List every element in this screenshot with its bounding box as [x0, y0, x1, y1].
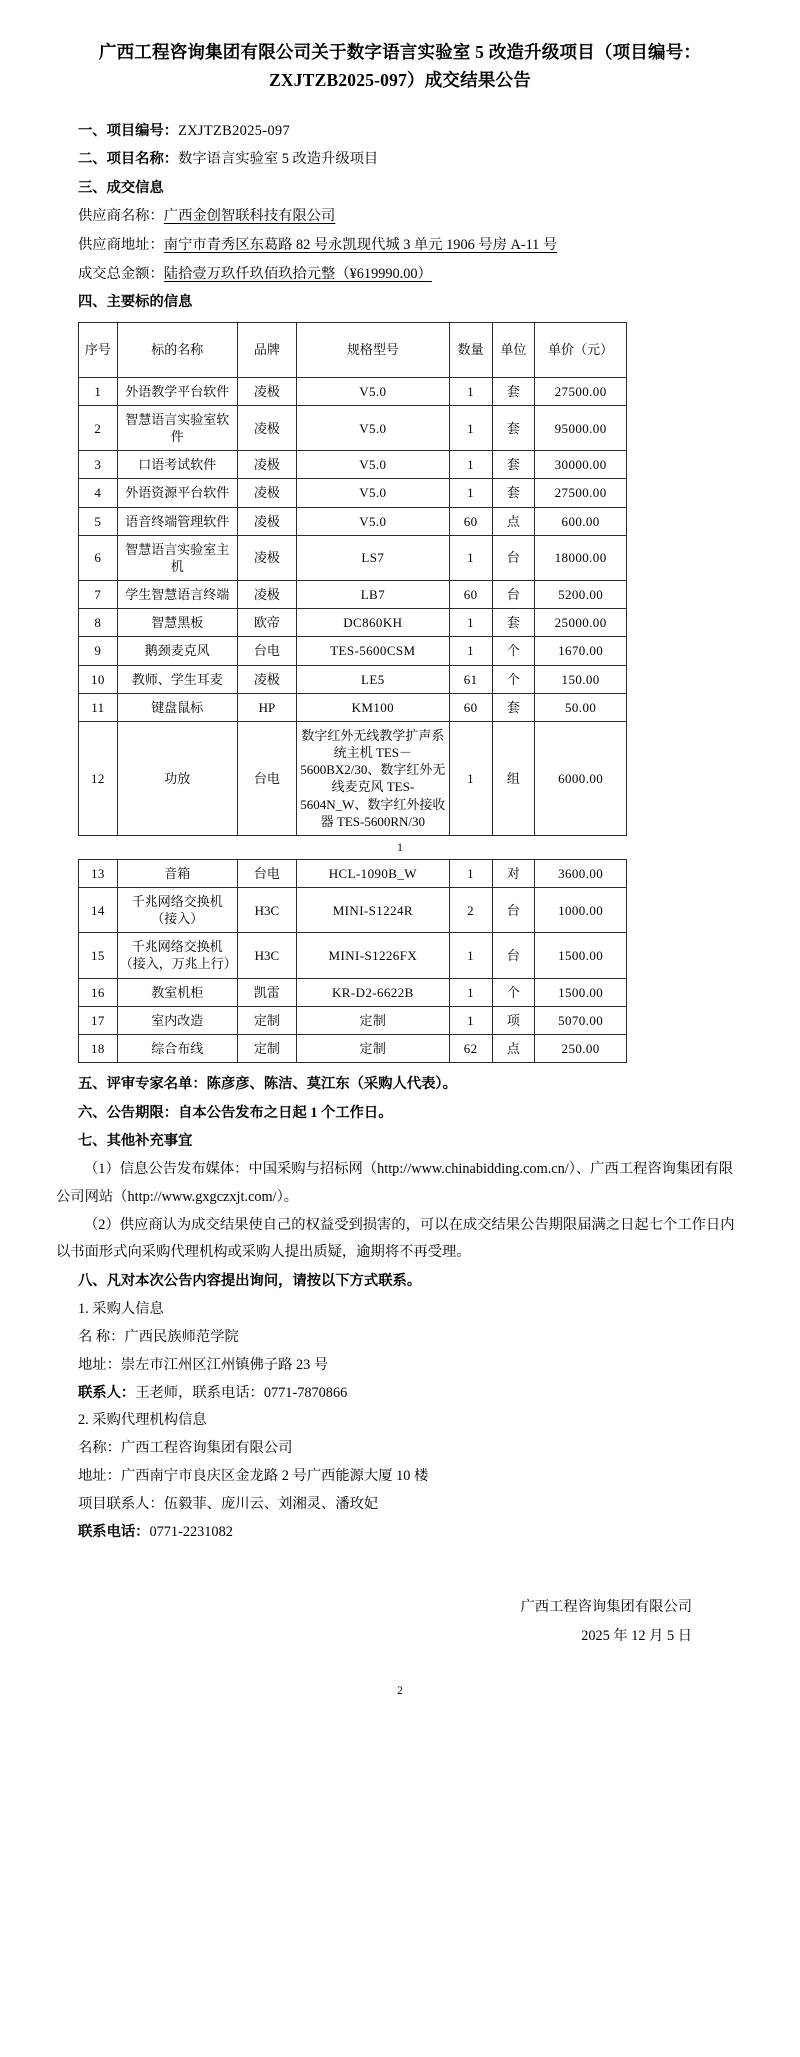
cell-qty: 61 [449, 665, 492, 693]
cell-index: 11 [79, 693, 118, 721]
table-row [79, 507, 627, 535]
cell-name: 学生智慧语言终端 [117, 581, 237, 609]
cell-spec: 定制 [296, 1034, 449, 1062]
total-amount-value: 陆拾壹万玖仟玖佰玖拾元整（¥619990.00） [163, 265, 432, 282]
cell-name: 综合布线 [117, 1034, 237, 1062]
cell-spec: MINI-S1224R [296, 887, 449, 932]
cell-unit: 套 [492, 406, 535, 451]
purchaser-name-label: 名 称： [78, 1328, 125, 1345]
cell-index: 16 [79, 978, 118, 1006]
cell-unit: 套 [492, 377, 535, 405]
mid-page-number: 1 [397, 841, 403, 854]
cell-unit: 套 [492, 479, 535, 507]
supplementary-heading: 七、其他补充事宜 [78, 1133, 193, 1150]
cell-unit: 台 [492, 933, 535, 978]
cell-brand: 定制 [237, 1006, 296, 1034]
cell-brand: 凌极 [237, 451, 296, 479]
cell-spec: KR-D2-6622B [296, 978, 449, 1006]
cell-brand: 台电 [237, 637, 296, 665]
cell-name: 键盘鼠标 [117, 693, 237, 721]
cell-brand: H3C [237, 887, 296, 932]
cell-name: 教师、学生耳麦 [117, 665, 237, 693]
cell-spec: LB7 [296, 581, 449, 609]
cell-price: 50.00 [535, 693, 627, 721]
total-amount-label: 成交总金额： [78, 265, 164, 282]
table-row [79, 609, 627, 637]
cell-name: 智慧语言实验室软件 [117, 406, 237, 451]
supplier-name-line [56, 202, 744, 231]
cell-unit: 点 [492, 1034, 535, 1062]
cell-price: 5200.00 [535, 581, 627, 609]
cell-spec: LS7 [296, 535, 449, 580]
items-table-body-part1 [79, 377, 627, 835]
cell-qty: 60 [449, 507, 492, 535]
cell-price: 250.00 [535, 1034, 627, 1062]
cell-price: 5070.00 [535, 1006, 627, 1034]
cell-index: 5 [79, 507, 118, 535]
table-row [79, 451, 627, 479]
cell-price: 1500.00 [535, 978, 627, 1006]
cell-index: 14 [79, 887, 118, 932]
cell-spec: V5.0 [296, 377, 449, 405]
header-index: 序号 [79, 322, 118, 377]
agency-name-line [56, 1435, 744, 1463]
cell-price: 25000.00 [535, 609, 627, 637]
cell-unit: 套 [492, 451, 535, 479]
cell-unit: 套 [492, 609, 535, 637]
cell-price: 30000.00 [535, 451, 627, 479]
cell-name: 口语考试软件 [117, 451, 237, 479]
cell-name: 室内改造 [117, 1006, 237, 1034]
agency-phone-line [56, 1519, 744, 1547]
agency-phone-label: 联系电话： [78, 1523, 150, 1540]
cell-index: 8 [79, 609, 118, 637]
cell-index: 10 [79, 665, 118, 693]
supplier-name-label: 供应商名称： [78, 208, 164, 225]
project-number-line [56, 117, 744, 146]
cell-index: 7 [79, 581, 118, 609]
table-row [79, 887, 627, 932]
award-info-heading: 三、成交信息 [78, 179, 164, 196]
cell-name: 外语资源平台软件 [117, 479, 237, 507]
cell-price: 1670.00 [535, 637, 627, 665]
page-title: 广西工程咨询集团有限公司关于数字语言实验室 5 改造升级项目（项目编号：ZXJTZB2025-097）成交结果公告 [98, 42, 702, 91]
cell-index: 2 [79, 406, 118, 451]
cell-name: 鹅颈麦克风 [117, 637, 237, 665]
cell-qty: 1 [449, 535, 492, 580]
cell-index: 17 [79, 1006, 118, 1034]
cell-price: 1000.00 [535, 887, 627, 932]
agency-address-line [56, 1463, 744, 1491]
signature-block [56, 1593, 744, 1652]
cell-unit: 台 [492, 581, 535, 609]
footer-page-number: 2 [397, 1685, 403, 1698]
cell-index: 6 [79, 535, 118, 580]
supplier-address-line [56, 231, 744, 260]
table-row [79, 978, 627, 1006]
table-row [79, 406, 627, 451]
cell-brand: 定制 [237, 1034, 296, 1062]
cell-qty: 1 [449, 978, 492, 1006]
cell-brand: 凌极 [237, 377, 296, 405]
supplier-address-value: 南宁市青秀区东葛路 82 号永凯现代城 3 单元 1906 号房 A-11 号 [163, 237, 558, 254]
cell-spec: KM100 [296, 693, 449, 721]
cell-index: 9 [79, 637, 118, 665]
table-row [79, 535, 627, 580]
cell-index: 1 [79, 377, 118, 405]
cell-unit: 个 [492, 978, 535, 1006]
header-brand: 品牌 [237, 322, 296, 377]
items-table-body-part2 [79, 859, 627, 1062]
signature-date: 2025 年 12 月 5 日 [581, 1628, 692, 1645]
cell-qty: 1 [449, 609, 492, 637]
header-qty: 数量 [449, 322, 492, 377]
table-row [79, 665, 627, 693]
cell-qty: 1 [449, 479, 492, 507]
cell-qty: 1 [449, 721, 492, 835]
project-info-block [56, 117, 744, 317]
cell-qty: 1 [449, 637, 492, 665]
cell-brand: 欧帝 [237, 609, 296, 637]
header-spec: 规格型号 [296, 322, 449, 377]
header-unit: 单位 [492, 322, 535, 377]
cell-brand: 凌极 [237, 507, 296, 535]
cell-index: 12 [79, 721, 118, 835]
cell-qty: 60 [449, 581, 492, 609]
cell-unit: 项 [492, 1006, 535, 1034]
cell-qty: 1 [449, 377, 492, 405]
cell-brand: 凌极 [237, 406, 296, 451]
agency-heading: 2. 采购代理机构信息 [78, 1412, 207, 1429]
agency-address-label: 地址： [78, 1468, 121, 1485]
cell-price: 27500.00 [535, 479, 627, 507]
cell-brand: 凌极 [237, 479, 296, 507]
cell-unit: 组 [492, 721, 535, 835]
items-heading: 四、主要标的信息 [78, 294, 193, 311]
project-name-line [56, 145, 744, 174]
cell-qty: 1 [449, 1006, 492, 1034]
cell-qty: 1 [449, 859, 492, 887]
table-row [79, 377, 627, 405]
page-content [56, 38, 744, 1697]
table-row [79, 1034, 627, 1062]
table-row [79, 859, 627, 887]
cell-brand: 台电 [237, 721, 296, 835]
agency-name-label: 名称： [78, 1440, 121, 1457]
notice-period-line: 六、公告期限：自本公告发布之日起 1 个工作日。 [78, 1104, 393, 1121]
cell-name: 功放 [117, 721, 237, 835]
purchaser-address-value: 崇左市江州区江州镇佛子路 23 号 [120, 1356, 329, 1373]
cell-unit: 套 [492, 693, 535, 721]
purchaser-contact-line [56, 1380, 744, 1408]
cell-brand: 凌极 [237, 535, 296, 580]
cell-unit: 个 [492, 637, 535, 665]
cell-spec: HCL-1090B_W [296, 859, 449, 887]
project-number-value: ZXJTZB2025-097 [178, 122, 291, 139]
cell-qty: 60 [449, 693, 492, 721]
cell-index: 18 [79, 1034, 118, 1062]
cell-spec: MINI-S1226FX [296, 933, 449, 978]
cell-qty: 62 [449, 1034, 492, 1062]
table-row [79, 1006, 627, 1034]
cell-unit: 点 [492, 507, 535, 535]
cell-unit: 个 [492, 665, 535, 693]
cell-index: 15 [79, 933, 118, 978]
cell-qty: 1 [449, 933, 492, 978]
agency-contact-line [56, 1491, 744, 1519]
supplier-address-label: 供应商地址： [78, 237, 164, 254]
cell-brand: 凯雷 [237, 978, 296, 1006]
purchaser-address-line [56, 1352, 744, 1380]
cell-unit: 对 [492, 859, 535, 887]
cell-spec: V5.0 [296, 451, 449, 479]
items-table-part1 [78, 322, 627, 836]
table-row [79, 581, 627, 609]
cell-name: 智慧语言实验室主机 [117, 535, 237, 580]
cell-spec: DC860KH [296, 609, 449, 637]
items-table-part2 [78, 859, 627, 1063]
project-name-label: 二、项目名称： [78, 151, 179, 168]
header-price: 单价（元） [535, 322, 627, 377]
cell-spec: V5.0 [296, 507, 449, 535]
signature-company: 广西工程咨询集团有限公司 [520, 1598, 692, 1615]
inquiry-heading: 八、凡对本次公告内容提出询问，请按以下方式联系。 [78, 1273, 422, 1290]
cell-name: 智慧黑板 [117, 609, 237, 637]
cell-unit: 台 [492, 887, 535, 932]
purchaser-heading: 1. 采购人信息 [78, 1300, 164, 1317]
cell-price: 6000.00 [535, 721, 627, 835]
cell-qty: 1 [449, 451, 492, 479]
table-row [79, 693, 627, 721]
cell-price: 18000.00 [535, 535, 627, 580]
cell-brand: H3C [237, 933, 296, 978]
cell-price: 150.00 [535, 665, 627, 693]
cell-name: 千兆网络交换机（接入） [117, 887, 237, 932]
cell-price: 3600.00 [535, 859, 627, 887]
cell-brand: HP [237, 693, 296, 721]
table-row [79, 479, 627, 507]
cell-name: 语音终端管理软件 [117, 507, 237, 535]
cell-spec: TES-5600CSM [296, 637, 449, 665]
agency-contact-value: 伍毅菲、庞川云、刘湘灵、潘玫妃 [163, 1496, 379, 1513]
project-name-value: 数字语言实验室 5 改造升级项目 [178, 151, 379, 168]
cell-name: 千兆网络交换机（接入，万兆上行） [117, 933, 237, 978]
supplementary-item-1: （1）信息公告发布媒体：中国采购与招标网（http://www.chinabidding.com.cn/）、广西工程咨询集团有限公司网站（http://www.gxgczxjt.com/）。 [56, 1160, 734, 1205]
cell-brand: 台电 [237, 859, 296, 887]
purchaser-contact-value: 王老师，联系电话：0771-7870866 [135, 1384, 348, 1401]
cell-qty: 1 [449, 406, 492, 451]
cell-price: 600.00 [535, 507, 627, 535]
cell-brand: 凌极 [237, 665, 296, 693]
cell-brand: 凌极 [237, 581, 296, 609]
cell-spec: 定制 [296, 1006, 449, 1034]
cell-spec: 数字红外无线教学扩声系统主机 TES－5600BX2/30、数字红外无线麦克风 TES-5604N_W、数字红外接收器 TES-5600RN/30 [296, 721, 449, 835]
header-name: 标的名称 [117, 322, 237, 377]
purchaser-contact-label: 联系人： [78, 1384, 136, 1401]
cell-index: 3 [79, 451, 118, 479]
purchaser-name-line [56, 1324, 744, 1352]
cell-name: 音箱 [117, 859, 237, 887]
cell-name: 外语教学平台软件 [117, 377, 237, 405]
cell-price: 27500.00 [535, 377, 627, 405]
table-row [79, 637, 627, 665]
purchaser-name-value: 广西民族师范学院 [124, 1328, 239, 1345]
experts-line: 五、评审专家名单：陈彦彦、陈洁、莫江东（采购人代表）。 [78, 1076, 457, 1093]
total-amount-line [56, 260, 744, 289]
purchaser-address-label: 地址： [78, 1356, 121, 1373]
cell-spec: V5.0 [296, 406, 449, 451]
supplementary-item-2: （2）供应商认为成交结果使自己的权益受到损害的，可以在成交结果公告期限届满之日起七个工作日内以书面形式向采购代理机构或采购人提出质疑，逾期将不再受理。 [56, 1216, 735, 1261]
cell-price: 95000.00 [535, 406, 627, 451]
agency-phone-value: 0771-2231082 [149, 1523, 233, 1540]
cell-name: 教室机柜 [117, 978, 237, 1006]
cell-spec: V5.0 [296, 479, 449, 507]
cell-qty: 2 [449, 887, 492, 932]
supplier-name-value: 广西金创智联科技有限公司 [163, 208, 336, 225]
table-row [79, 933, 627, 978]
cell-spec: LE5 [296, 665, 449, 693]
agency-name-value: 广西工程咨询集团有限公司 [120, 1440, 293, 1457]
cell-unit: 台 [492, 535, 535, 580]
table-header-row [79, 322, 627, 377]
table-row [79, 721, 627, 835]
agency-contact-label: 项目联系人： [78, 1496, 164, 1513]
cell-index: 13 [79, 859, 118, 887]
agency-address-value: 广西南宁市良庆区金龙路 2 号广西能源大厦 10 楼 [120, 1468, 429, 1485]
project-number-label: 一、项目编号： [78, 122, 179, 139]
cell-index: 4 [79, 479, 118, 507]
cell-price: 1500.00 [535, 933, 627, 978]
